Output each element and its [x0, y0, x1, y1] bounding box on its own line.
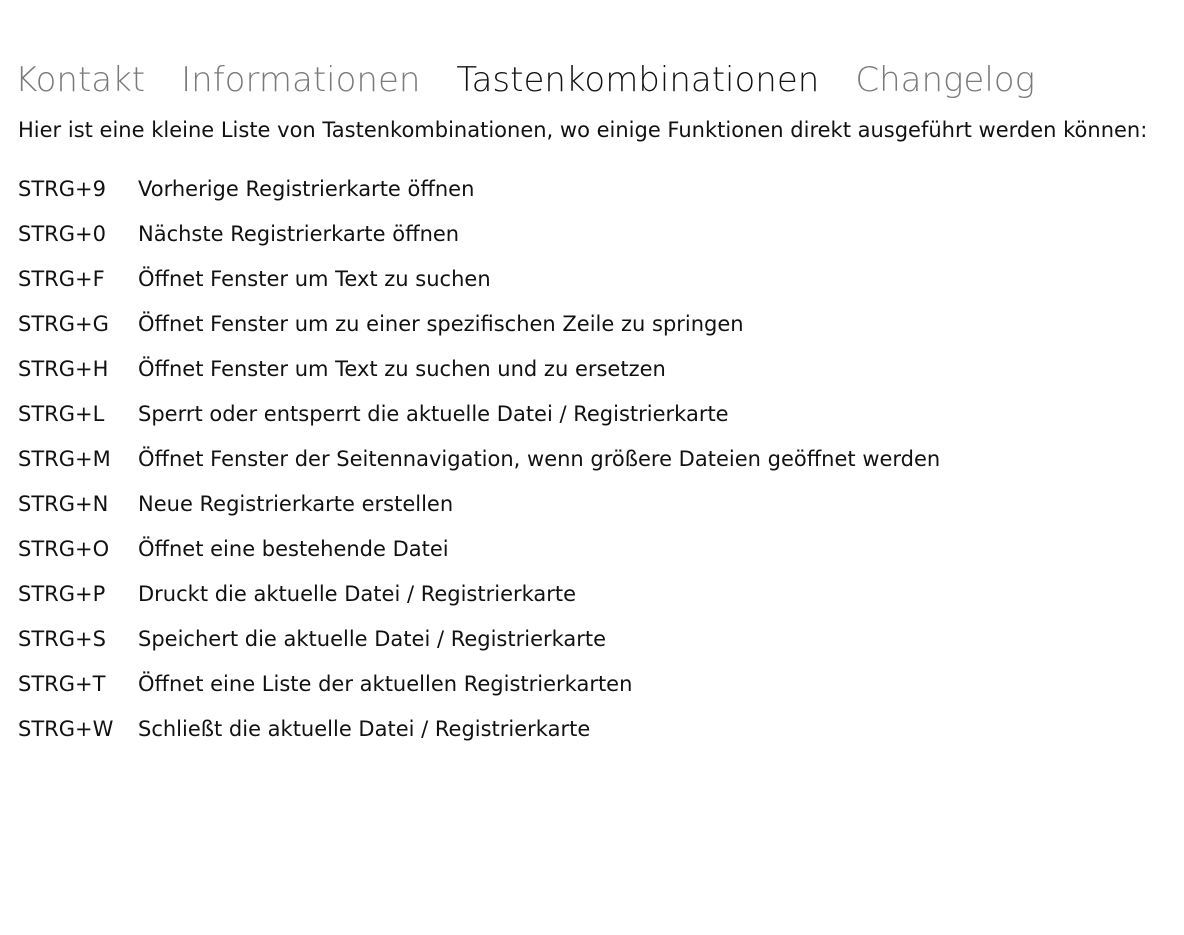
shortcut-row [18, 220, 940, 265]
shortcut-key: STRG+N [18, 492, 109, 516]
shortcut-description: Öffnet eine bestehende Datei [138, 537, 449, 561]
shortcut-key: STRG+H [18, 357, 109, 381]
shortcut-description: Öffnet eine Liste der aktuellen Registrierkarten [138, 672, 633, 696]
shortcut-row [18, 400, 940, 445]
shortcut-key: STRG+T [18, 672, 106, 696]
tab-kontakt[interactable]: Kontakt [15, 60, 146, 100]
shortcut-key: STRG+P [18, 582, 106, 606]
shortcut-row [18, 490, 940, 535]
shortcut-description: Speichert die aktuelle Datei / Registrierkarte [138, 627, 607, 651]
shortcut-description: Sperrt oder entsperrt die aktuelle Datei / Registrierkarte [138, 402, 729, 426]
tab-bar [15, 56, 1071, 104]
shortcut-list [18, 175, 940, 760]
shortcut-row [18, 580, 940, 625]
shortcut-row [18, 310, 940, 355]
intro-text: Hier ist eine kleine Liste von Tastenkombinationen, wo einige Funktionen direkt ausgeführt werden können: [18, 118, 1148, 142]
tab-changelog[interactable]: Changelog [855, 60, 1035, 100]
shortcut-key: STRG+L [18, 402, 105, 426]
shortcut-description: Neue Registrierkarte erstellen [138, 492, 454, 516]
shortcut-description: Öffnet Fenster um zu einer spezifischen Zeile zu springen [138, 312, 744, 336]
shortcut-key: STRG+M [18, 447, 111, 471]
shortcut-description: Öffnet Fenster um Text zu suchen [138, 267, 491, 291]
shortcut-row [18, 265, 940, 310]
shortcut-description: Vorherige Registrierkarte öffnen [138, 177, 475, 201]
shortcut-key: STRG+O [18, 537, 110, 561]
shortcut-key: STRG+W [18, 717, 114, 741]
shortcut-description: Druckt die aktuelle Datei / Registrierkarte [138, 582, 577, 606]
shortcut-row [18, 445, 940, 490]
shortcut-key: STRG+F [18, 267, 105, 291]
shortcut-row [18, 715, 940, 760]
shortcut-description: Öffnet Fenster der Seitennavigation, wenn größere Dateien geöffnet werden [138, 447, 941, 471]
shortcut-row [18, 175, 940, 220]
shortcut-row [18, 535, 940, 580]
shortcut-key: STRG+G [18, 312, 109, 336]
shortcut-row [18, 670, 940, 715]
shortcut-description: Nächste Registrierkarte öffnen [138, 222, 460, 246]
shortcut-description: Schließt die aktuelle Datei / Registrierkarte [138, 717, 591, 741]
shortcut-row [18, 355, 940, 400]
shortcut-key: STRG+0 [18, 222, 106, 246]
tab-informationen[interactable]: Informationen [181, 60, 421, 100]
shortcut-row [18, 625, 940, 670]
shortcut-key: STRG+S [18, 627, 106, 651]
tab-tastenkombinationen[interactable]: Tastenkombinationen [456, 60, 820, 100]
shortcut-key: STRG+9 [18, 177, 106, 201]
shortcut-description: Öffnet Fenster um Text zu suchen und zu ersetzen [138, 357, 666, 381]
